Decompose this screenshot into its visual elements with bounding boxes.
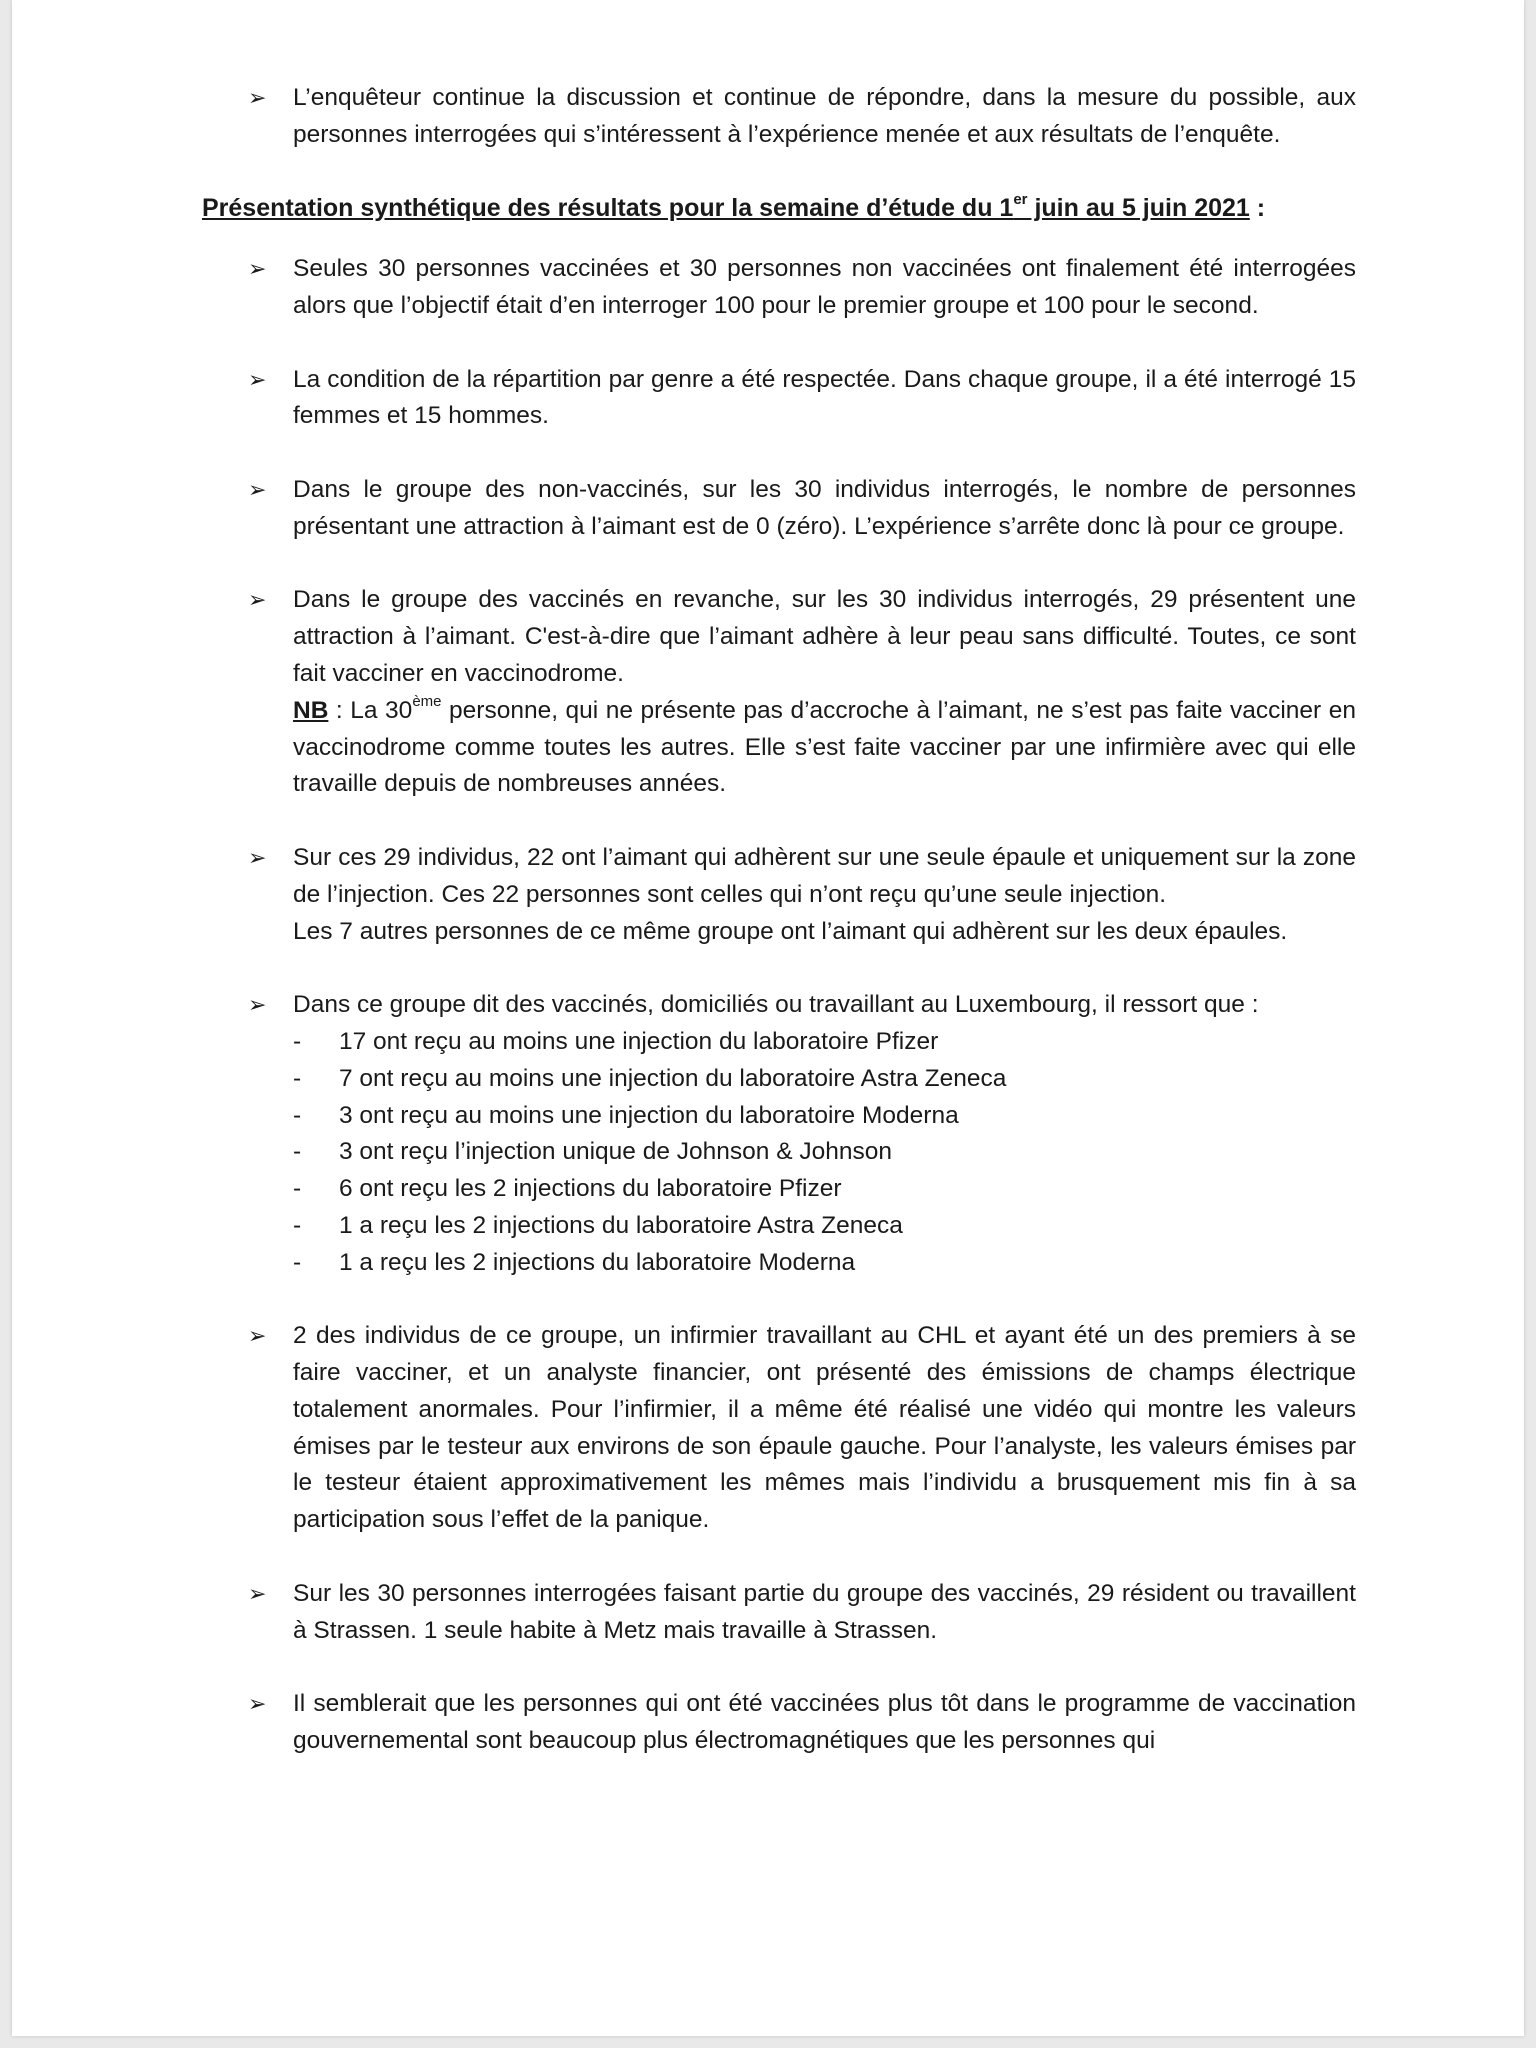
result-bullet-4	[202, 582, 1356, 803]
result-bullet-3	[202, 472, 1356, 546]
bullet-text: La condition de la répartition par genre a été respectée. Dans chaque groupe, il a été interrogé 15 femmes et 15 hommes.	[293, 365, 1356, 430]
list-item: - 17 ont reçu au moins une injection du laboratoire Pfizer	[293, 1024, 1356, 1061]
list-item: - 3 ont reçu au moins une injection du laboratoire Moderna	[293, 1098, 1356, 1135]
heading-text-end: juin au 5 juin 2021	[1027, 194, 1250, 223]
dash-bullet-icon: -	[293, 1175, 302, 1203]
arrow-bullet-icon: ➢	[248, 476, 267, 502]
heading-sup: er	[1013, 191, 1028, 209]
result-bullet-1	[202, 251, 1356, 325]
bullet-text: Seules 30 personnes vaccinées et 30 personnes non vaccinées ont finalement été interrogées alors que l’objectif était d’en interroger 100 pour le premier groupe et 100 pour le second.	[293, 255, 1356, 319]
bullet-text: Dans ce groupe dit des vaccinés, domiciliés ou travaillant au Luxembourg, il ressort que :	[293, 991, 1259, 1019]
bullet-text: Il semblerait que les personnes qui ont été vaccinées plus tôt dans le programme de vaccination gouvernemental sont beaucoup plus électromagnétiques que les personnes qui	[293, 1690, 1356, 1755]
dash-bullet-icon: -	[293, 1101, 302, 1129]
bullet-text-line2: Les 7 autres personnes de ce même groupe ont l’aimant qui adhèrent sur les deux épaules.	[293, 917, 1288, 945]
document-page	[12, 0, 1524, 2036]
dash-bullet-icon: -	[293, 1211, 302, 1239]
bullet-text: Dans le groupe des vaccinés en revanche, sur les 30 individus interrogés, 29 présentent une attraction à l’aimant. C'est-à-dire que l’aimant adhère à leur peau sans difficulté. Toutes, ce sont fait vacciner en vaccinodrome.	[293, 586, 1356, 687]
result-bullet-7	[202, 1318, 1356, 1539]
list-item: - 7 ont reçu au moins une injection du laboratoire Astra Zeneca	[293, 1061, 1356, 1098]
nb-sup: ème	[412, 692, 442, 710]
arrow-bullet-icon: ➢	[248, 366, 267, 392]
arrow-bullet-icon: ➢	[248, 1580, 267, 1606]
result-bullet-2	[202, 362, 1356, 436]
dash-bullet-icon: -	[293, 1027, 302, 1055]
list-item: - 3 ont reçu l’injection unique de Johnson & Johnson	[293, 1134, 1356, 1171]
result-bullet-5	[202, 840, 1356, 950]
list-item: - 6 ont reçu les 2 injections du laboratoire Pfizer	[293, 1171, 1356, 1208]
dash-bullet-icon: -	[293, 1248, 302, 1276]
arrow-bullet-icon: ➢	[248, 1691, 267, 1717]
arrow-bullet-icon: ➢	[248, 844, 267, 870]
document-content	[202, 80, 1356, 1797]
result-bullet-8	[202, 1576, 1356, 1650]
arrow-bullet-icon: ➢	[248, 992, 267, 1018]
arrow-bullet-icon: ➢	[248, 85, 267, 110]
nb-note	[293, 693, 1356, 803]
result-bullet-9	[202, 1686, 1356, 1760]
section-heading	[202, 190, 1356, 227]
arrow-bullet-icon: ➢	[248, 1323, 267, 1349]
bullet-text: Sur les 30 personnes interrogées faisant partie du groupe des vaccinés, 29 résident ou travaillent à Strassen. 1 seule habite à Metz mais travaille à Strassen.	[293, 1579, 1356, 1644]
list-item: - 1 a reçu les 2 injections du laboratoire Moderna	[293, 1245, 1356, 1282]
nb-label: NB	[293, 696, 329, 724]
bullet-text: Dans le groupe des non-vaccinés, sur les 30 individus interrogés, le nombre de personnes présentant une attraction à l’aimant est de 0 (zéro). L’expérience s’arrête donc là pour ce groupe.	[293, 475, 1356, 540]
vaccine-breakdown-list	[293, 1024, 1356, 1282]
arrow-bullet-icon: ➢	[248, 256, 267, 282]
heading-text: Présentation synthétique des résultats pour la semaine d’étude du 1	[202, 194, 1014, 223]
heading-colon: :	[1249, 194, 1266, 223]
arrow-bullet-icon: ➢	[248, 587, 267, 613]
bullet-text: L’enquêteur continue la discussion et continue de répondre, dans la mesure du possible, aux personnes interrogées qui s’intéressent à l’expérience menée et aux résultats de l’enquête.	[293, 84, 1356, 148]
dash-bullet-icon: -	[293, 1138, 302, 1166]
nb-text: personne, qui ne présente pas d’accroche à l’aimant, ne s’est pas faite vacciner en vaccinodrome comme toutes les autres. Elle s’est faite vacciner par une infirmière avec qui elle travaille depuis de nombreuses années.	[293, 696, 1357, 798]
dash-bullet-icon: -	[293, 1064, 302, 1092]
bullet-text: Sur ces 29 individus, 22 ont l’aimant qui adhèrent sur une seule épaule et uniquement sur la zone de l’injection. Ces 22 personnes sont celles qui n’ont reçu qu’une seule injection.	[293, 843, 1356, 908]
result-bullet-6	[202, 987, 1356, 1281]
list-item: - 1 a reçu les 2 injections du laboratoire Astra Zeneca	[293, 1208, 1356, 1245]
intro-bullet	[202, 80, 1356, 154]
nb-text-start: : La 30	[328, 696, 413, 724]
bullet-text: 2 des individus de ce groupe, un infirmier travaillant au CHL et ayant été un des premiers à se faire vacciner, et un analyste financier, ont présenté des émissions de champs électrique totalement anormales. Pour l’infirmier, il a même été réalisé une vidéo qui montre les valeurs émises par le testeur aux environs de son épaule gauche. Pour l’analyste, les valeurs émises par le testeur étaient approximativement les mêmes mais l’individu a brusquement mis fin à sa participation sous l’effet de la panique.	[293, 1322, 1356, 1534]
